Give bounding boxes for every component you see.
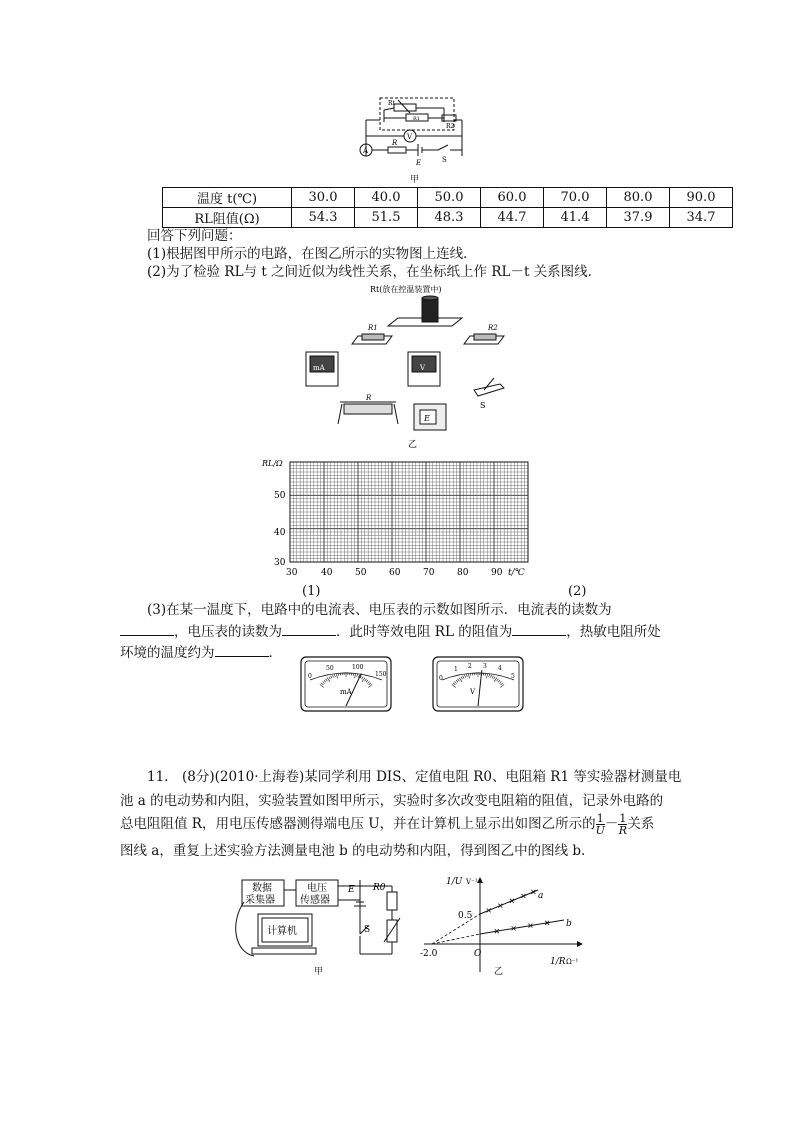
table-cell: 48.3 xyxy=(418,208,481,228)
ammeter xyxy=(300,656,392,712)
table-cell: 44.7 xyxy=(481,208,544,228)
inverse-graph xyxy=(414,872,594,980)
graph-paper xyxy=(256,454,546,586)
fraction-one-over-u: $\frac{1}{U}$ xyxy=(595,812,605,837)
answer-blank[interactable] xyxy=(215,642,269,657)
question-3-line1: (3)在某一温度下，电路中的电流表、电压表的示数如图所示．电流表的读数为 xyxy=(147,602,612,618)
question-2: (2)为了检验 RL与 t 之间近似为线性关系，在坐标纸上作 RL－t 关系图线． xyxy=(147,264,602,280)
ammeter-tick: 100 xyxy=(352,664,364,671)
dis-setup-diagram xyxy=(232,872,412,980)
table-row xyxy=(163,208,733,228)
grid-xtick: 70 xyxy=(423,568,435,578)
ytick-label: 0.5 xyxy=(458,911,473,921)
ammeter-unit: mA xyxy=(340,688,352,696)
grid-xtick: 90 xyxy=(491,568,503,578)
xaxis-unit: Ω⁻¹ xyxy=(566,958,579,966)
sensor-label: 传感器 xyxy=(300,895,330,906)
table-header-resistance: RL阻值(Ω) xyxy=(163,208,292,228)
xtick-label: -2.0 xyxy=(420,949,438,959)
computer-label: 计算机 xyxy=(267,926,297,937)
caption-yi: 乙 xyxy=(408,440,418,450)
grid-ytick-30: 30 xyxy=(274,558,286,568)
xaxis-label: 1/R xyxy=(550,957,566,967)
question-11-line1: 11. (8分)(2010·上海卷)某同学利用 DIS、定值电阻 R0、电阻箱 R1 等实验器材测量电 xyxy=(147,769,682,785)
yaxis-unit: V⁻¹ xyxy=(466,878,478,886)
answer-blank[interactable] xyxy=(120,621,174,636)
ammeter-tick: 150 xyxy=(375,671,387,678)
label-r0-11: R0 xyxy=(373,883,386,893)
grid-xtick: 80 xyxy=(457,568,469,578)
answer-blank[interactable] xyxy=(282,621,336,636)
question-11-line2: 池 a 的电动势和内阻，实验装置如图甲所示，实验时多次改变电阻箱的阻值，记录外电路的 xyxy=(120,793,664,809)
table-cell: 50.0 xyxy=(418,188,481,208)
table-cell: 34.7 xyxy=(670,208,733,228)
caption-11-jia: 甲 xyxy=(314,967,324,977)
ammeter-tick: 0 xyxy=(308,673,312,680)
line-b-label: b xyxy=(566,919,572,929)
grid-xtick: 30 xyxy=(286,568,298,578)
label-e-yi: E xyxy=(424,414,430,423)
table-cell: 60.0 xyxy=(481,188,544,208)
grid-ytick-50: 50 xyxy=(274,491,286,501)
grid-caption-1: (1) xyxy=(302,584,321,599)
label-r1-yi: R1 xyxy=(368,324,378,332)
grid-ylabel: RL/Ω xyxy=(262,459,283,468)
question-3-line3: 环境的温度约为 ． xyxy=(120,642,282,663)
answer-blank[interactable] xyxy=(512,621,566,636)
fraction-one-over-r: $\frac{1}{R}$ xyxy=(618,812,628,837)
label-v: V xyxy=(407,133,413,141)
yaxis-label: 1/U xyxy=(446,877,463,887)
origin-label: O xyxy=(474,949,482,959)
apparatus-diagram-yi xyxy=(292,280,522,452)
label-v-yi: V xyxy=(420,364,426,372)
label-e: E xyxy=(416,159,422,167)
questions-intro: 回答下列问题： xyxy=(147,228,242,244)
circuit-diagram-jia xyxy=(358,96,468,186)
voltmeter-unit: V xyxy=(470,688,476,696)
question-3-line2: ，电压表的读数为 ．此时等效电阻 RL 的阻值为 ，热敏电阻所处 xyxy=(120,621,661,642)
grid-ytick-40: 40 xyxy=(274,528,286,538)
table-header-temp: 温度 t(℃) xyxy=(163,188,292,208)
label-e-11: E xyxy=(348,885,355,895)
table-cell: 70.0 xyxy=(544,188,607,208)
grid-xtick: 60 xyxy=(389,568,401,578)
label-s-yi: S xyxy=(480,401,486,410)
table-cell: 40.0 xyxy=(355,188,418,208)
voltmeter-tick: 4 xyxy=(498,665,502,672)
table-cell: 41.4 xyxy=(544,208,607,228)
label-r2-yi: R2 xyxy=(488,324,498,332)
grid-xtick: 40 xyxy=(321,568,333,578)
table-row xyxy=(163,188,733,208)
table-cell: 30.0 xyxy=(292,188,355,208)
voltmeter-tick: 3 xyxy=(483,663,487,670)
table-cell: 90.0 xyxy=(670,188,733,208)
data-table xyxy=(162,187,733,228)
label-ma-yi: mA xyxy=(313,364,325,372)
voltmeter-tick: 2 xyxy=(468,663,472,670)
grid-xtick: 50 xyxy=(355,568,367,578)
question-11-line3: 总电阻阻值 R，用电压传感器测得端电压 U，并在计算机上显示出如图乙所示的 $\frac{1}{U}$ － $\frac{1}{R}$ 关系 xyxy=(120,812,655,837)
question-11-line4: 图线 a，重复上述实验方法测量电池 b 的电动势和内阻，得到图乙中的图线 b. xyxy=(120,843,586,859)
grid-caption-2: (2) xyxy=(568,584,587,599)
table-cell: 37.9 xyxy=(607,208,670,228)
label-rt-yi: Rt(放在控温装置中) xyxy=(370,285,442,294)
grid-xlabel: t/℃ xyxy=(508,568,525,578)
voltmeter-tick: 0 xyxy=(439,675,443,682)
question-1: (1)根据图甲所示的电路，在图乙所示的实物图上连线． xyxy=(147,246,477,262)
table-cell: 51.5 xyxy=(355,208,418,228)
label-r: R xyxy=(392,139,398,147)
caption-11-yi: 乙 xyxy=(494,967,504,977)
label-rt: Rt xyxy=(388,100,395,107)
caption-jia: 甲 xyxy=(410,175,420,185)
line-a-label: a xyxy=(538,891,544,901)
sensor-label: 电压 xyxy=(307,883,327,894)
voltmeter xyxy=(432,656,524,712)
label-r1: R1 xyxy=(413,116,420,122)
label-s: S xyxy=(442,156,447,164)
voltmeter-tick: 1 xyxy=(454,666,458,673)
ammeter-tick: 50 xyxy=(326,665,334,672)
label-a: A xyxy=(363,147,369,155)
table-cell: 54.3 xyxy=(292,208,355,228)
label-r2: R2 xyxy=(446,123,455,130)
collector-label: 采集器 xyxy=(245,895,275,906)
label-s-11: S xyxy=(364,925,371,935)
table-cell: 80.0 xyxy=(607,188,670,208)
label-r-yi: R xyxy=(366,394,372,402)
collector-label: 数据 xyxy=(252,883,272,894)
voltmeter-tick: 5 xyxy=(511,673,515,680)
